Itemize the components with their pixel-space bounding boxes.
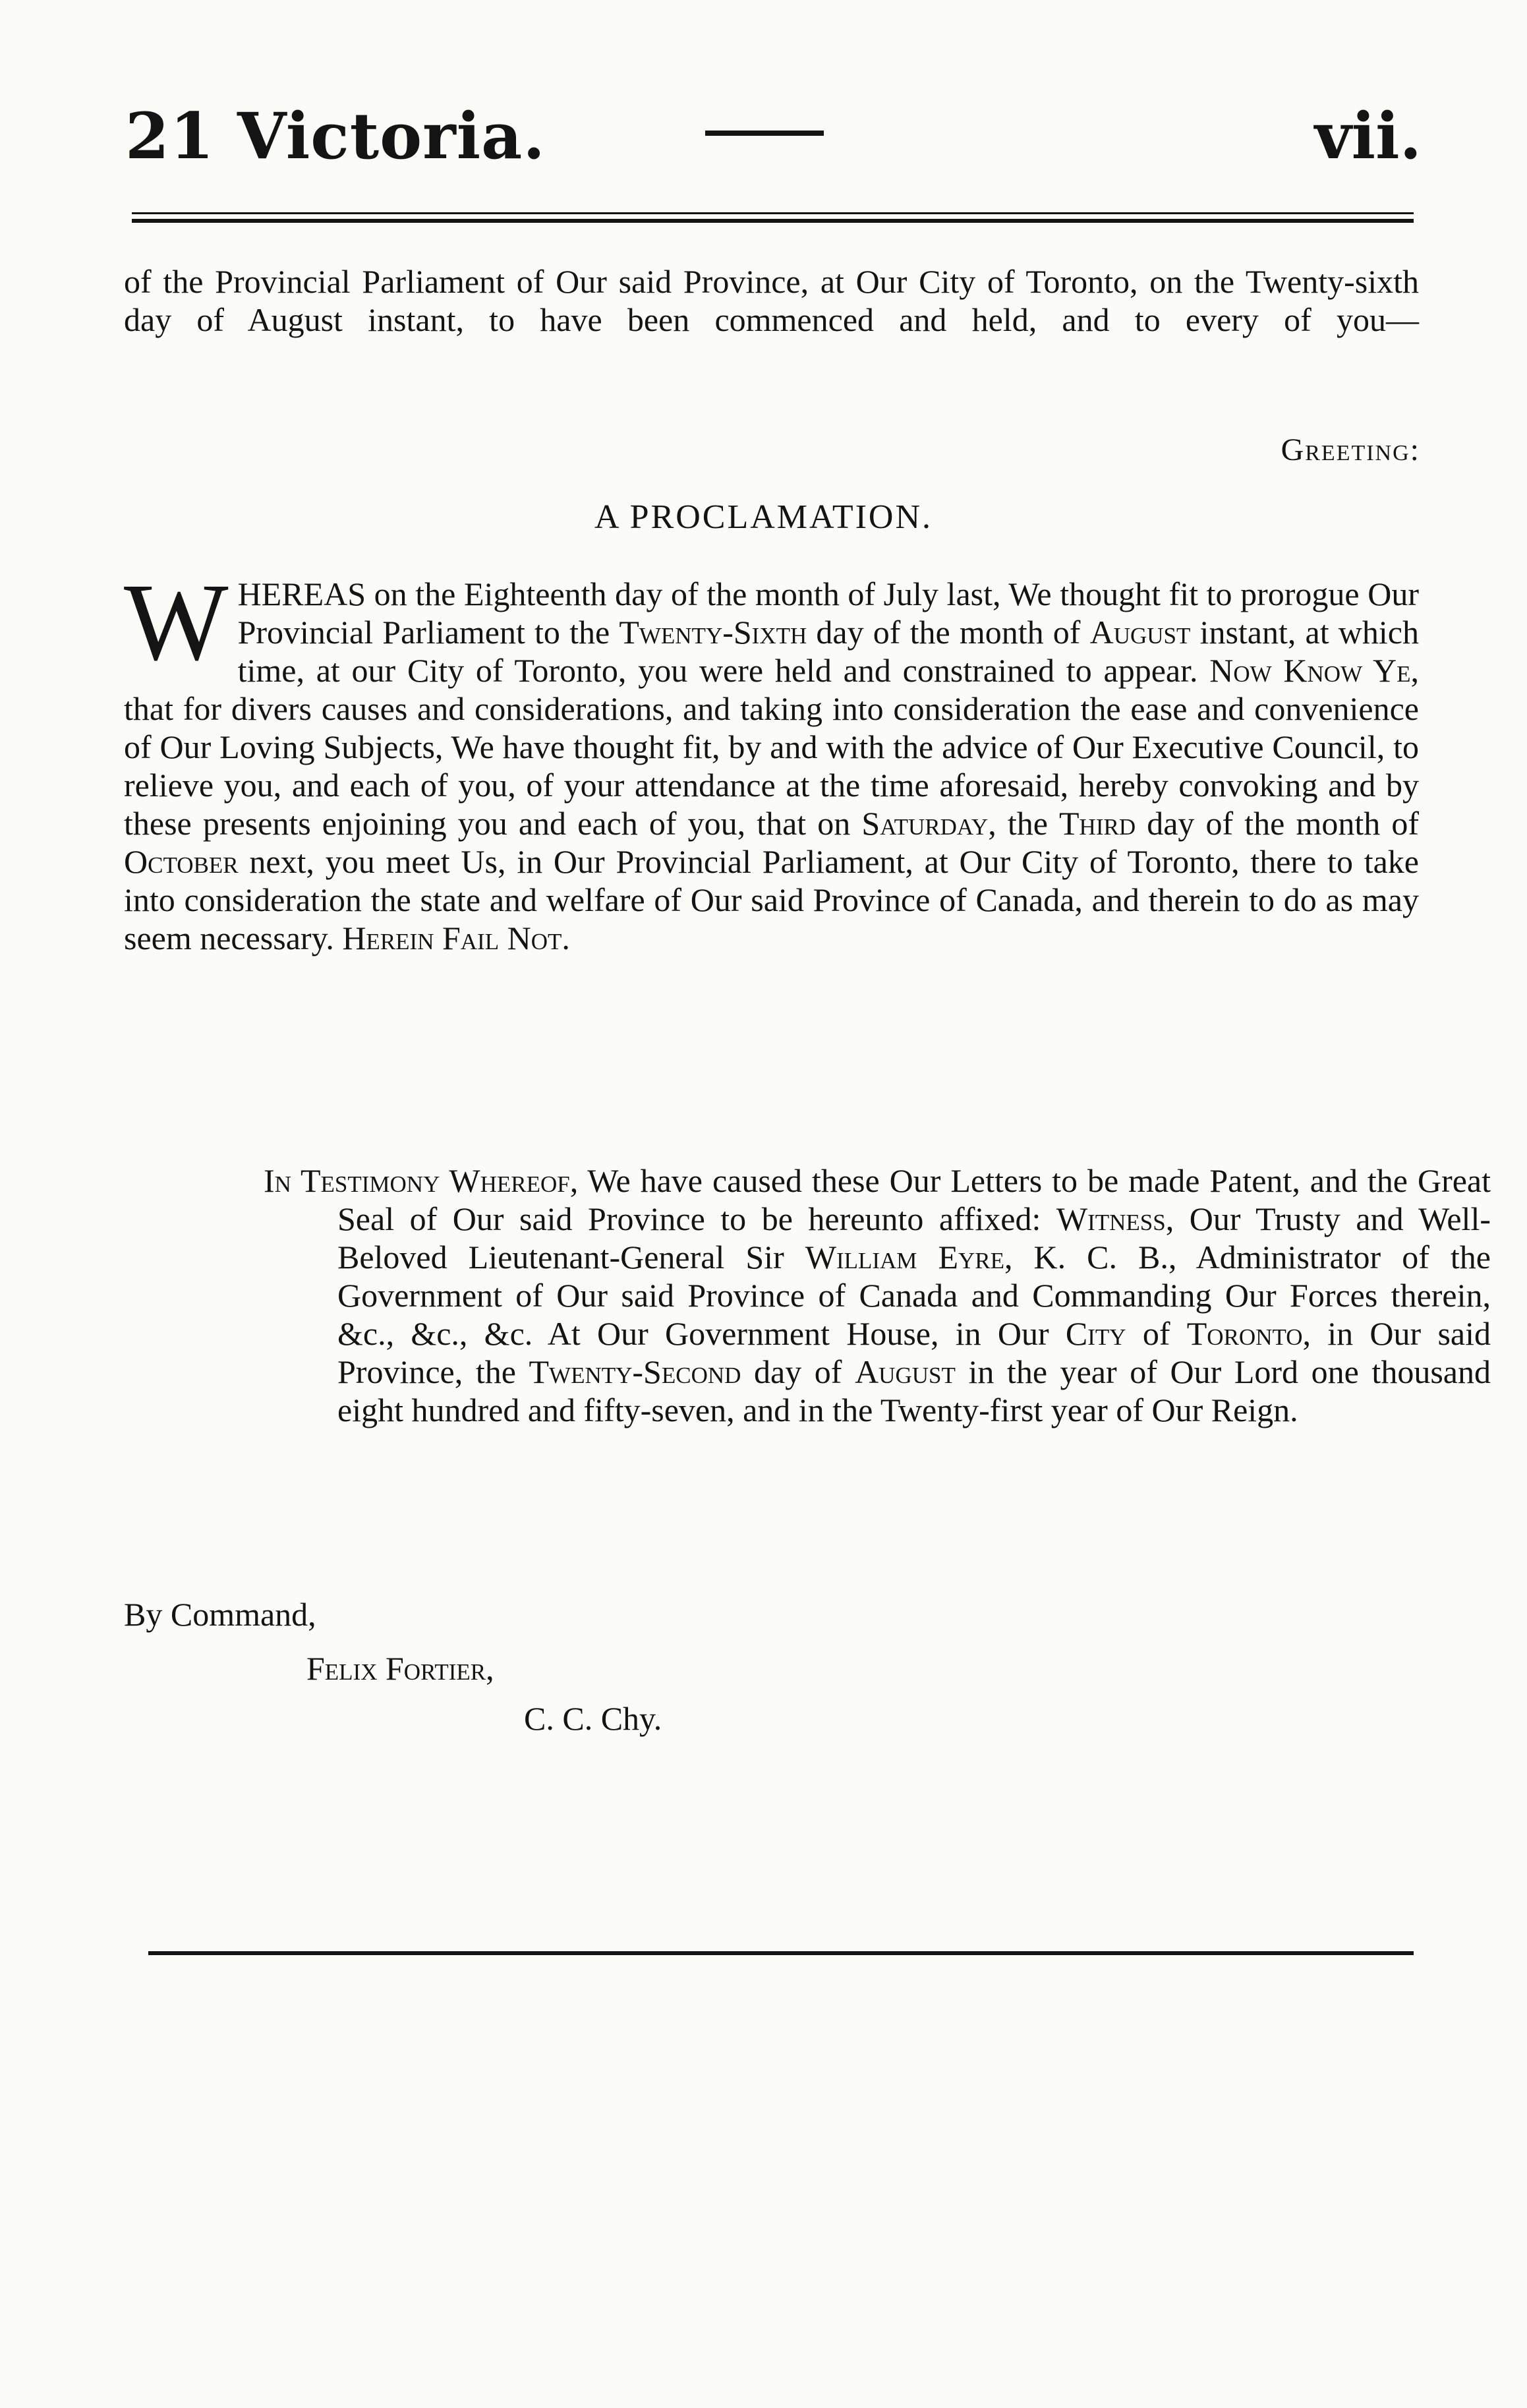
small-caps-run: Herein Fail Not. <box>342 920 570 956</box>
text-run: , We have caused these Our Letters to be made Patent, and the Great Seal of Our said Province to be hereunto affixed: <box>337 1162 1491 1237</box>
page-number: vii. <box>1314 99 1422 173</box>
small-caps-run: August <box>855 1353 956 1390</box>
text-run: , that for divers causes and considerations, and taking into consideration the ease and convenience of Our Loving Subjects, We have thought fit, by and with the advice of Our Executive Council, to relieve you, and each of you, of your attendance at the time aforesaid, hereby convoking and by these presents enjoining you and each of you, that on <box>124 652 1419 842</box>
running-header <box>125 99 1422 178</box>
small-caps-run: Twenty-Second <box>529 1353 741 1390</box>
text-run: next, you meet Us, in Our Provincial Parliament, at Our City of Toronto, there to take into consideration the state and welfare of Our said Province of Canada, and therein to do as may seem necessary. <box>124 843 1419 956</box>
proclamation-heading: A PROCLAMATION. <box>594 498 933 536</box>
proclamation-paragraph <box>124 561 1419 957</box>
text-run: day of the month of <box>1136 805 1419 842</box>
signer-office: C. C. Chy. <box>524 1700 662 1737</box>
header-rule <box>132 212 1414 223</box>
text-run: , K. C. B., Administrator of the Government of Our said Province of Canada and Commanding Our Forces therein, &c., &c., &c. At Our Government House, in Our <box>337 1239 1491 1352</box>
text-run: in the year of Our Lord one thousand eight hundred and fifty-seven, and in the Twenty-first year of Our Reign. <box>337 1353 1491 1428</box>
small-caps-run: Toronto <box>1186 1315 1303 1352</box>
by-command: By Command, <box>124 1596 316 1633</box>
opening-paragraph: of the Provincial Parliament of Our said Province, at Our City of Toronto, on the Twenty-sixth day of August instant, to have been commenced and held, and to every of you— <box>124 263 1419 338</box>
signer-name: Felix Fortier, <box>306 1650 494 1687</box>
regnal-year: 21 Victoria. <box>125 99 546 173</box>
small-caps-run: October <box>124 843 239 880</box>
drop-cap: W <box>124 561 229 684</box>
small-caps-run: In Testimony Whereof <box>264 1162 570 1199</box>
testimony-paragraph <box>264 1161 1491 1429</box>
small-caps-run: Twenty-Sixth <box>619 614 807 651</box>
small-caps-run: Now Know Ye <box>1209 652 1411 689</box>
small-caps-run: William Eyre <box>805 1239 1004 1276</box>
small-caps-run: Witness <box>1056 1200 1166 1237</box>
greeting: Greeting: <box>1281 432 1420 467</box>
footer-rule <box>148 1951 1414 1955</box>
text-run: day of the month of <box>807 614 1090 651</box>
small-caps-run: Third <box>1059 805 1136 842</box>
text-run: , Our Trusty and Well-Beloved Lieutenant-General Sir <box>337 1200 1491 1276</box>
text-run: , the <box>988 805 1060 842</box>
text-run: instant, at which time, at our City of Toronto, you were held and constrained to appear. <box>237 614 1419 689</box>
text-run: HEREAS on the Eighteenth day of the month of July last, We thought fit to prorogue Our Provincial Parliament to the <box>237 575 1419 651</box>
header-dash <box>705 131 824 136</box>
small-caps-run: Saturday <box>861 805 989 842</box>
small-caps-run: City <box>1065 1315 1126 1352</box>
text-run: of <box>1126 1315 1187 1352</box>
text-run: day of <box>741 1353 855 1390</box>
small-caps-run: August <box>1089 614 1191 651</box>
text-run: , in Our said Province, the <box>337 1315 1491 1390</box>
